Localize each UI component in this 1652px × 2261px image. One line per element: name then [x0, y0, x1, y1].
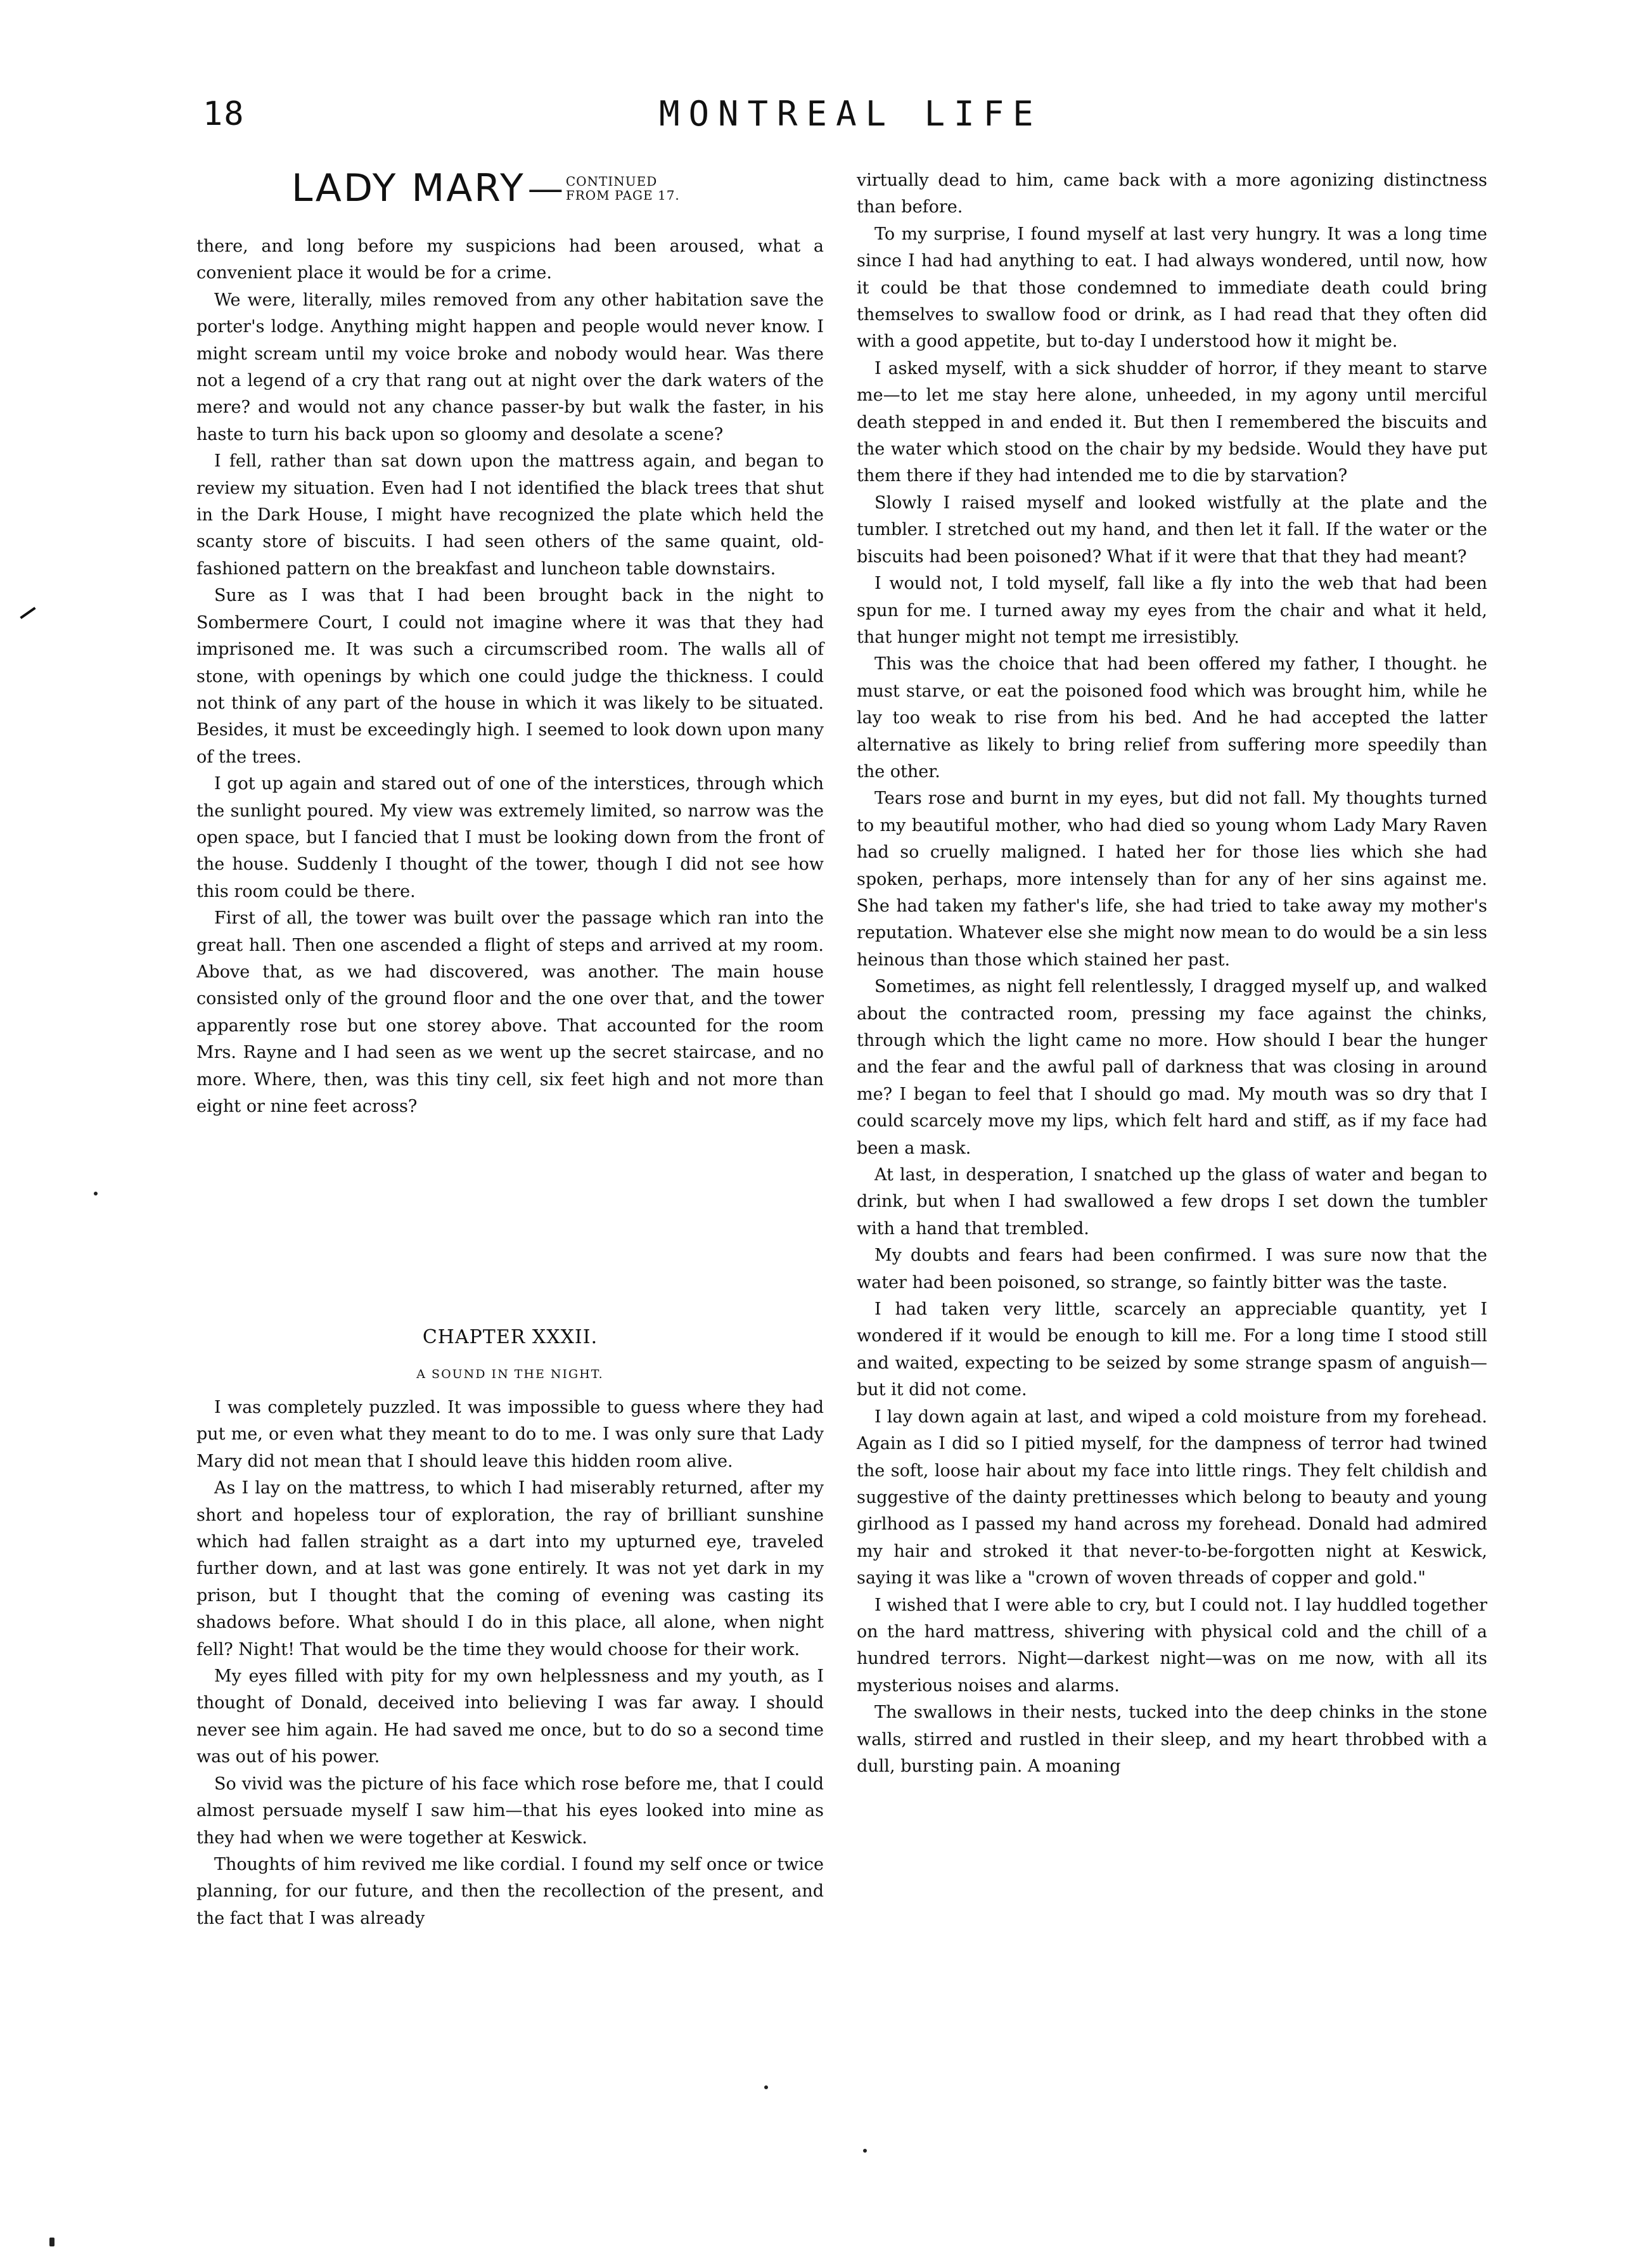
- paragraph: there, and long before my suspicions had been aroused, what a convenient place it would be for a crime.: [196, 236, 824, 283]
- left-column-lower: [196, 1395, 824, 1932]
- paragraph: I wished that I were able to cry, but I could not. I lay huddled together on the hard mattress, shivering with physical cold and the chill of a hundred terrors. Night—darkest night—was on me now, with all its mysterious noises and alarms.: [857, 1595, 1487, 1696]
- paragraph: virtually dead to him, came back with a more agonizing distinctness than before.: [857, 171, 1487, 217]
- paragraph: Sometimes, as night fell relentlessly, I dragged myself up, and walked about the contracted room, pressing my face against the chinks, through which the light came no more. How should I bear the hunger and the fear and the awful pall of darkness that was closing in around me? I began to feel that I should go mad. My mouth was so dry that I could scarcely move my lips, which felt hard and stiff, as if my face had been a mask.: [857, 977, 1487, 1158]
- paragraph: As I lay on the mattress, to which I had miserably returned, after my short and hopeless tour of exploration, the ray of brilliant sunshine which had fallen straight as a dart into my upturned eye, traveled further down, and at last was gone entirely. It was not yet dark in my prison, but I thought that the coming of evening was casting its shadows before. What should I do in this place, all alone, when night fell? Night! That would be the time they would choose for their work.: [196, 1478, 824, 1659]
- title-dash: —: [527, 167, 563, 209]
- scan-speck: [49, 2238, 54, 2246]
- paragraph: Slowly I raised myself and looked wistfully at the plate and the tumbler. I stretched out my hand, and then let it fall. If the water or the biscuits had been poisoned? What if it were that that they had meant?: [857, 493, 1487, 567]
- story-title: [291, 166, 680, 210]
- paragraph: We were, literally, miles removed from any other habitation save the porter's lodge. Anything might happen and people would never know. I might scream until my voice broke and nobody would hear. Was there not a legend of a cry that rang out at night over the dark waters of the mere? and would not any chance passer-by but walk the faster, in his haste to turn his back upon so gloomy and desolate a scene?: [196, 290, 824, 444]
- left-column-upper: [196, 233, 824, 1120]
- paragraph: The swallows in their nests, tucked into the deep chinks in the stone walls, stirred and rustled in their sleep, and my heart throbbed with a dull, bursting pain. A moaning: [857, 1703, 1487, 1776]
- paragraph: Sure as I was that I had been brought back in the night to Sombermere Court, I could not imagine where it was that they had imprisoned me. It was such a circumscribed room. The walls all of stone, with openings by which one could judge the thickness. I could not think of any part of the house in which it was likely to be situated. Besides, it must be exceedingly high. I seemed to look down upon many of the trees.: [196, 586, 824, 767]
- right-column: [857, 167, 1487, 1780]
- margin-mark: [20, 607, 35, 619]
- paragraph: This was the choice that had been offered my father, I thought. he must starve, or eat the poisoned food which was brought him, while he lay too weak to rise from his bed. And he had accepted the latter alternative as likely to bring relief from suffering more speedily than the other.: [857, 654, 1487, 782]
- paragraph: At last, in desperation, I snatched up the glass of water and began to drink, but when I had swallowed a few drops I set down the tumbler with a hand that trembled.: [857, 1165, 1487, 1239]
- paragraph: So vivid was the picture of his face which rose before me, that I could almost persuade myself I saw him—that his eyes looked into mine as they had when we were together at Keswick.: [196, 1774, 824, 1848]
- paragraph: I fell, rather than sat down upon the mattress again, and began to review my situation. Even had I not identified the black trees that shut in the Dark House, I might have recognized the plate which held the scanty store of biscuits. I had seen others of the same quaint, old-fashioned pattern on the breakfast and luncheon table downstairs.: [196, 451, 824, 579]
- continued-note: [566, 174, 680, 202]
- paragraph: I was completely puzzled. It was impossible to guess where they had put me, or even what they meant to do to me. I was only sure that Lady Mary did not mean that I should leave this hidden room alive.: [196, 1398, 824, 1471]
- paragraph: Tears rose and burnt in my eyes, but did not fall. My thoughts turned to my beautiful mother, who had died so young whom Lady Mary Raven had so cruelly maligned. I hated her for those lies which she had spoken, perhaps, more intensely than for any of her sins against me. She had taken my father's life, she had tried to take away my mother's reputation. Whatever else she might now mean to do would be a sin less heinous than those which stained her past.: [857, 789, 1487, 970]
- paragraph: My doubts and fears had been confirmed. I was sure now that the water had been poisoned, so strange, so faintly bitter was the taste.: [857, 1246, 1487, 1292]
- running-head: MONTREAL LIFE: [659, 94, 1042, 134]
- paragraph: My eyes filled with pity for my own helplessness and my youth, as I thought of Donald, deceived into believing I was far away. I should never see him again. He had saved me once, but to do so a second time was out of his power.: [196, 1666, 824, 1767]
- continued-line-1: CONTINUED: [565, 174, 658, 189]
- continued-line-2: FROM PAGE 17.: [565, 188, 680, 203]
- scan-speck: [94, 1192, 98, 1195]
- scan-speck: [863, 2149, 867, 2153]
- paragraph: Thoughts of him revived me like cordial. I found my self once or twice planning, for our future, and then the recollection of the present, and the fact that I was already: [196, 1854, 824, 1928]
- chapter-heading: CHAPTER XXXII.: [422, 1326, 598, 1348]
- chapter-subtitle: A SOUND IN THE NIGHT.: [416, 1367, 604, 1381]
- paragraph: First of all, the tower was built over the passage which ran into the great hall. Then one ascended a flight of steps and arrived at my room. Above that, as we had discovered, was another. The main house consisted only of the ground floor and the one over that, and the tower apparently rose but one storey above. That accounted for the room Mrs. Rayne and I had seen as we went up the secret staircase, and no more. Where, then, was this tiny cell, six feet high and not more than eight or nine feet across?: [196, 908, 824, 1116]
- paragraph: I asked myself, with a sick shudder of horror, if they meant to starve me—to let me stay here alone, unheeded, in my agony until merciful death stepped in and ended it. But then I remembered the biscuits and the water which stood on the chair by my bedside. Would they have put them there if they had intended me to die by starvation?: [857, 358, 1487, 486]
- paragraph: I lay down again at last, and wiped a cold moisture from my forehead. Again as I did so I pitied myself, for the dampness of terror had twined the soft, loose hair about my face into little rings. They felt childish and suggestive of the dainty prettinesses which belong to beauty and young girlhood as I passed my hand across my forehead. Donald had admired my hair and stroked it that never-to-be-forgotten night at Keswick, saying it was like a "crown of woven threads of copper and gold.": [857, 1407, 1487, 1588]
- paragraph: I would not, I told myself, fall like a fly into the web that had been spun for me. I turned away my eyes from the chair and what it held, that hunger might not tempt me irresistibly.: [857, 574, 1487, 647]
- page-number: 18: [203, 95, 245, 133]
- story-title-text: LADY MARY: [291, 166, 525, 210]
- scan-speck: [764, 2085, 768, 2089]
- paragraph: To my surprise, I found myself at last very hungry. It was a long time since I had had anything to eat. I had always wondered, until now, how it could be that those condemned to immediate death could bring themselves to swallow food or drink, as I had read that they often did with a good appetite, but to-day I understood how it might be.: [857, 224, 1487, 352]
- paragraph: I had taken very little, scarcely an appreciable quantity, yet I wondered if it would be enough to kill me. For a long time I stood still and waited, expecting to be seized by some strange spasm of anguish—but it did not come.: [857, 1299, 1487, 1400]
- paragraph: I got up again and stared out of one of the interstices, through which the sunlight poured. My view was extremely limited, so narrow was the open space, but I fancied that I must be looking down from the front of the house. Suddenly I thought of the tower, though I did not see how this room could be there.: [196, 774, 824, 901]
